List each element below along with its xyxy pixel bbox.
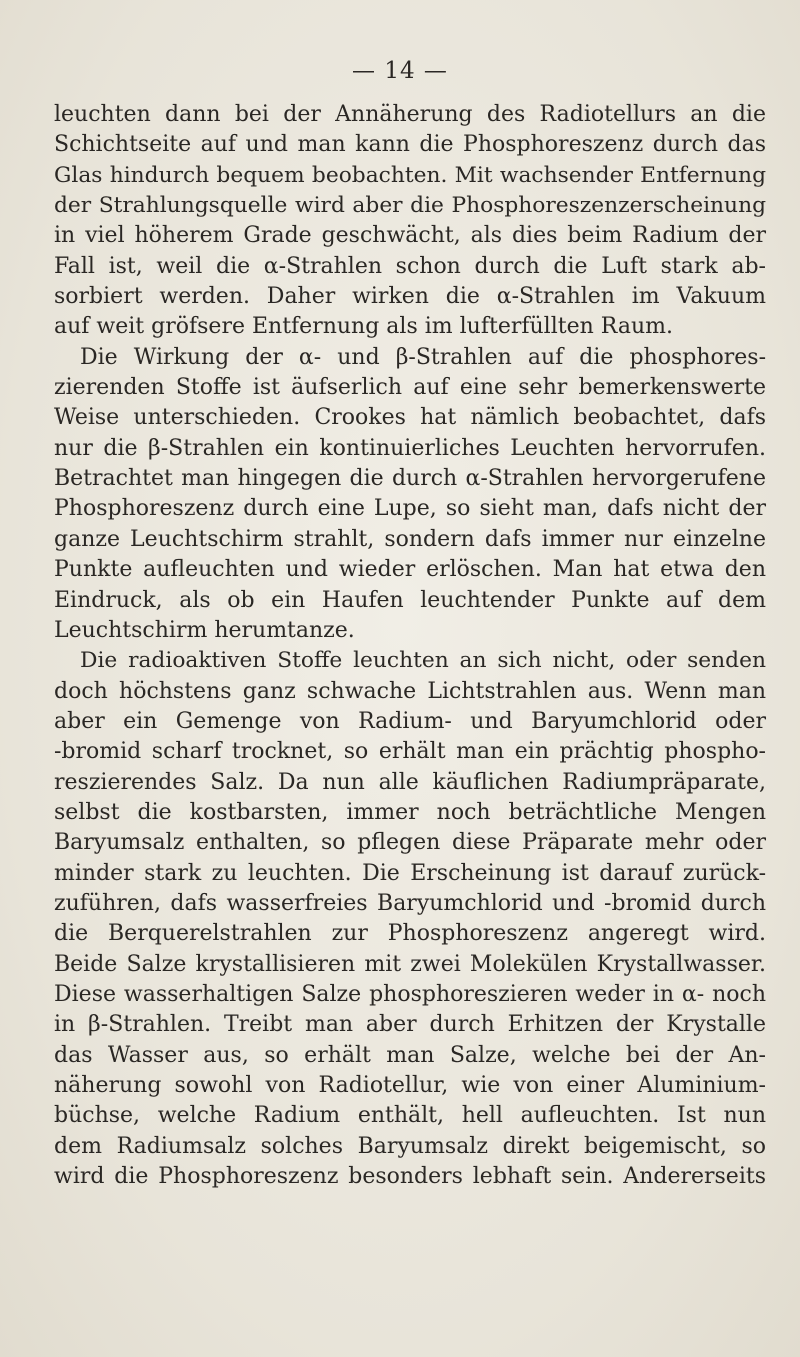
text-line: näherung sowohl von Radiotellur, wie von einer Aluminium- [54,1073,766,1098]
text-line: Die Wirkung der α- und β-Strahlen auf die phosphores- [80,344,766,370]
text-line: leuchten dann bei der Annäherung des Radiotellurs an die [54,102,766,127]
text-line: minder stark zu leuchten. Die Erscheinung ist darauf zurück- [54,860,766,886]
text-line: das Wasser aus, so erhält man Salze, welche bei der An- [54,1042,766,1068]
text-line: büchse, welche Radium enthält, hell aufleuchten. Ist nun [54,1103,766,1129]
text-line: sorbiert werden. Daher wirken die α-Strahlen im Vakuum [54,284,766,310]
text-line: Glas hindurch bequem beobachten. Mit wachsender Entfernung [54,162,766,188]
text-line: Baryumsalz enthalten, so pflegen diese Präparate mehr oder [54,830,766,856]
text-line: Schichtseite auf und man kann die Phosphoreszenz durch das [54,132,766,158]
text-line: die Berquerelstrahlen zur Phosphoreszenz angeregt wird. [54,921,766,947]
text-line: auf weit gröfsere Entfernung als im lufterfüllten Raum. [54,314,673,340]
body-text [54,100,766,1192]
text-line: doch höchstens ganz schwache Lichtstrahlen aus. Wenn man [54,678,766,704]
text-line: der Strahlungsquelle wird aber die Phosphoreszenzerscheinung [54,193,766,219]
text-line: Leuchtschirm herumtanze. [54,617,355,643]
text-line: dem Radiumsalz solches Baryumsalz direkt beigemischt, so [54,1133,766,1159]
text-line: Punkte aufleuchten und wieder erlöschen. Man hat etwa den [54,557,766,583]
text-line: aber ein Gemenge von Radium- und Baryumchlorid oder [54,708,766,734]
text-line: Die radioaktiven Stoffe leuchten an sich nicht, oder senden [80,648,766,674]
text-line: zuführen, dafs wasserfreies Baryumchlorid und -bromid durch [54,890,766,916]
text-line: -bromid scharf trocknet, so erhält man ein prächtig phospho- [54,739,766,765]
text-line: Eindruck, als ob ein Haufen leuchtender Punkte auf dem [54,587,766,613]
page-number: — 14 — [352,58,448,84]
text-line: in viel höherem Grade geschwächt, als dies beim Radium der [54,223,766,249]
text-line: ganze Leuchtschirm strahlt, sondern dafs immer nur einzelne [54,526,766,552]
text-line: in β-Strahlen. Treibt man aber durch Erhitzen der Krystalle [54,1012,766,1038]
text-line: Phosphoreszenz durch eine Lupe, so sieht man, dafs nicht der [54,496,766,522]
text-line: reszierendes Salz. Da nun alle käuflichen Radiumpräparate, [54,769,766,795]
text-line: Weise unterschieden. Crookes hat nämlich beobachtet, dafs [54,405,766,431]
text-line: nur die β-Strahlen ein kontinuierliches Leuchten hervorrufen. [54,435,766,461]
text-line: Beide Salze krystallisieren mit zwei Molekülen Krystallwasser. [54,951,766,977]
text-line: zierenden Stoffe ist äufserlich auf eine sehr bemerkenswerte [54,375,766,401]
text-line: Fall ist, weil die α-Strahlen schon durch die Luft stark ab- [54,253,766,279]
text-line: Diese wasserhaltigen Salze phosphoreszieren weder in α- noch [54,981,766,1007]
text-line: Betrachtet man hingegen die durch α-Strahlen hervorgerufene [54,466,766,492]
text-line: wird die Phosphoreszenz besonders lebhaft sein. Andererseits [54,1164,766,1190]
text-line: selbst die kostbarsten, immer noch beträchtliche Mengen [54,799,766,825]
